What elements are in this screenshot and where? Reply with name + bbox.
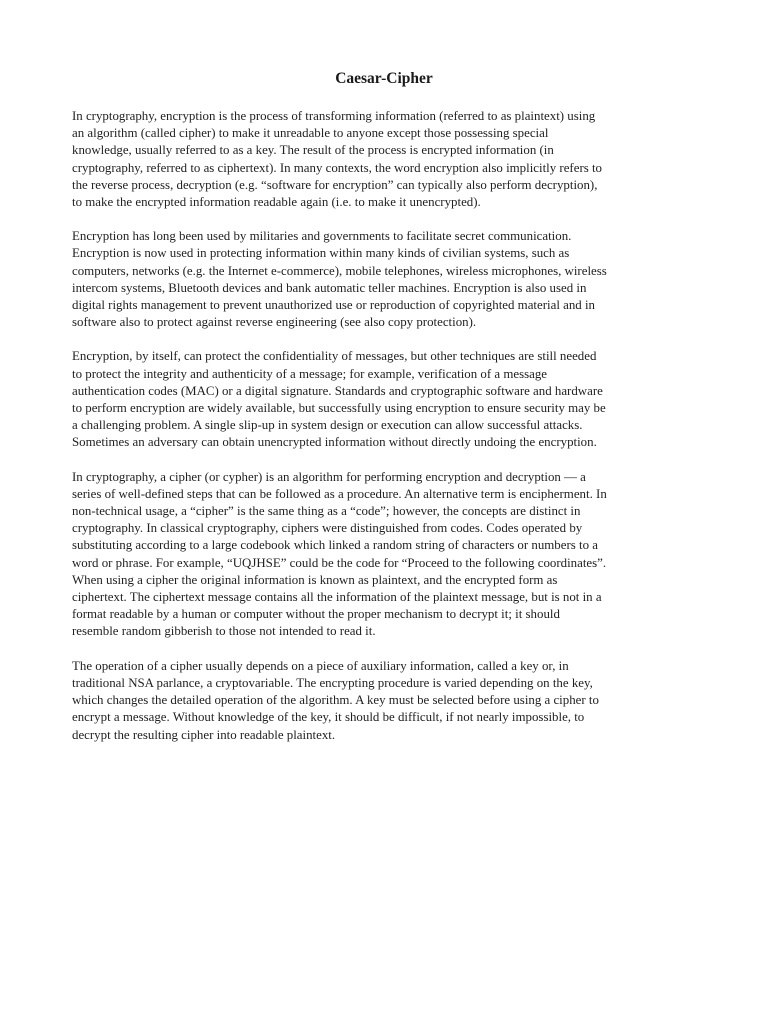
text-line: computers, networks (e.g. the Internet e-commerce), mobile telephones, wireless microphones, wireless: [72, 263, 607, 278]
paragraph-4: [72, 469, 700, 641]
text-line: which changes the detailed operation of the algorithm. A key must be selected before using a cipher to: [72, 693, 599, 708]
text-line: decrypt the resulting cipher into readable plaintext.: [72, 727, 336, 742]
text-line: cryptography. In classical cryptography, ciphers were distinguished from codes. Codes operated by: [72, 521, 583, 536]
paragraph-3: [72, 348, 700, 451]
text-line: Encryption, by itself, can protect the confidentiality of messages, but other techniques are still needed: [72, 349, 597, 364]
text-line: The operation of a cipher usually depends on a piece of auxiliary information, called a key or, in: [72, 658, 569, 673]
text-line: Encryption has long been used by militaries and governments to facilitate secret communication.: [72, 229, 572, 244]
text-line: format readable by a human or computer without the proper mechanism to decrypt it; it should: [72, 607, 560, 622]
text-line: a challenging problem. A single slip-up in system design or execution can allow successful attacks.: [72, 418, 583, 433]
text-line: cryptography, referred to as ciphertext). In many contexts, the word encryption also implicitly refers to: [72, 160, 603, 175]
text-line: In cryptography, a cipher (or cypher) is an algorithm for performing encryption and decryption — a: [72, 469, 586, 484]
text-line: to perform encryption are widely available, but successfully using encryption to ensure security may be: [72, 401, 606, 416]
text-line: knowledge, usually referred to as a key. The result of the process is encrypted information (in: [72, 143, 554, 158]
text-line: encrypt a message. Without knowledge of the key, it should be difficult, if not nearly impossible, to: [72, 710, 585, 725]
text-line: substituting according to a large codebook which linked a random string of characters or numbers to a: [72, 538, 598, 553]
paragraph-5: [72, 658, 700, 744]
paragraph-2: [72, 228, 700, 331]
text-line: digital rights management to prevent unauthorized use or reproduction of copyrighted material and in: [72, 298, 595, 313]
text-line: ciphertext. The ciphertext message contains all the information of the plaintext message, but is not in a: [72, 590, 602, 605]
paragraph-1: [72, 108, 700, 211]
text-line: non-technical usage, a “cipher” is the same thing as a “code”; however, the concepts are distinct in: [72, 504, 581, 519]
text-line: Sometimes an adversary can obtain unencrypted information without directly undoing the encryption.: [72, 435, 597, 450]
text-line: resemble random gibberish to those not intended to read it.: [72, 624, 376, 639]
text-line: software also to protect against reverse engineering (see also copy protection).: [72, 315, 477, 330]
text-line: intercom systems, Bluetooth devices and bank automatic teller machines. Encryption is also used in: [72, 280, 587, 295]
text-line: word or phrase. For example, “UQJHSE” could be the code for “Proceed to the following coordinates”.: [72, 555, 607, 570]
text-line: to protect the integrity and authenticity of a message; for example, verification of a message: [72, 366, 547, 381]
text-line: When using a cipher the original information is known as plaintext, and the encrypted form as: [72, 572, 558, 587]
page-title: Caesar-Cipher: [335, 70, 433, 87]
text-line: an algorithm (called cipher) to make it unreadable to anyone except those possessing special: [72, 126, 549, 141]
text-line: Encryption is now used in protecting information within many kinds of civilian systems, such as: [72, 246, 570, 261]
text-line: In cryptography, encryption is the process of transforming information (referred to as plaintext) using: [72, 109, 596, 123]
text-line: traditional NSA parlance, a cryptovariable. The encrypting procedure is varied depending on the key,: [72, 675, 593, 690]
document-body: [72, 108, 700, 761]
text-line: the reverse process, decryption (e.g. “software for encryption” can typically also perform decryption),: [72, 177, 598, 192]
text-line: authentication codes (MAC) or a digital signature. Standards and cryptographic software and hardware: [72, 383, 603, 398]
text-line: to make the encrypted information readable again (i.e. to make it unencrypted).: [72, 195, 481, 210]
text-line: series of well-defined steps that can be followed as a procedure. An alternative term is encipherment. In: [72, 486, 607, 501]
